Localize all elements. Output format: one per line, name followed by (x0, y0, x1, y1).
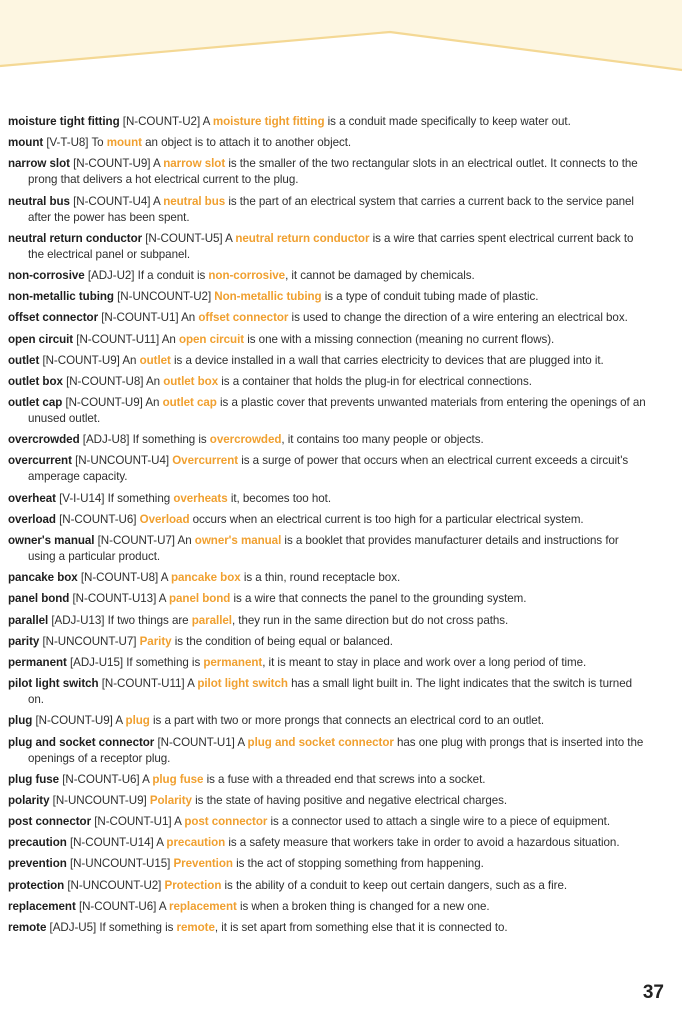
glossary-entry (8, 395, 648, 427)
glossary-entry (8, 353, 648, 369)
entry-highlight: permanent (203, 655, 263, 669)
entry-text-after: is the smaller of the two rectangular slots in an electrical outlet. It connects to the prong that delivers a hot electrical current to the plug. (28, 157, 638, 187)
entry-term: pancake box (8, 571, 78, 585)
glossary-entry (8, 713, 648, 729)
entry-text-after: , it contains too many people or objects. (281, 433, 484, 447)
entry-text-after: , it is set apart from something else that it is connected to. (214, 921, 508, 934)
entry-highlight: outlet box (163, 374, 219, 388)
entry-term: non-corrosive (8, 268, 85, 282)
glossary-entry (8, 533, 648, 565)
glossary-entry (8, 374, 648, 390)
glossary-entry (8, 835, 648, 851)
entry-term: narrow slot (8, 157, 70, 171)
entry-code: [N-COUNT-U1] (101, 311, 179, 325)
entry-text-after: is a device installed in a wall that carries electricity to devices that are plugged into it. (174, 353, 604, 367)
entry-highlight: post connector (184, 815, 268, 829)
entry-code: [N-COUNT-U13] (72, 592, 157, 606)
entry-text-after: is the part of an electrical system that carries a current back to the service panel after the power has been spent. (28, 194, 634, 224)
entry-highlight: open circuit (178, 332, 245, 346)
entry-text-before: A (225, 231, 233, 245)
entry-code: [N-COUNT-U9] (65, 396, 143, 410)
entry-term: replacement (8, 899, 76, 913)
entry-text-after: is used to change the direction of a wire entering an electrical box. (291, 311, 628, 325)
entry-text-after: is the condition of being equal or balanced. (174, 634, 393, 648)
glossary-entry (8, 512, 648, 528)
glossary-entry (8, 570, 648, 586)
entry-highlight: pancake box (170, 571, 241, 585)
entry-text-before: A (158, 899, 166, 913)
glossary-entry (8, 268, 648, 284)
entry-term: plug and socket connector (8, 735, 155, 749)
entry-text-before: A (174, 815, 182, 829)
entry-text-after: , it cannot be damaged by chemicals. (285, 268, 475, 282)
entry-highlight: neutral return conductor (235, 231, 370, 245)
entry-text-after: , they run in the same direction but do not cross paths. (231, 613, 509, 627)
entry-term: offset connector (8, 311, 99, 325)
entry-text-before: An (145, 374, 161, 388)
glossary-entry (8, 432, 648, 448)
entry-code: [ADJ-U13] (51, 613, 105, 627)
entry-term: pilot light switch (8, 677, 99, 691)
entry-term: polarity (8, 793, 50, 807)
entry-term: overcrowded (8, 433, 80, 447)
entry-term: panel bond (8, 592, 70, 606)
entry-text-after: is a container that holds the plug-in for electrical connections. (221, 374, 532, 388)
entry-highlight: non-corrosive (208, 268, 286, 282)
entry-text-after: is the state of having positive and negative electrical charges. (195, 793, 508, 807)
glossary-entry (8, 772, 648, 788)
entry-term: mount (8, 136, 44, 150)
entry-highlight: moisture tight fitting (212, 115, 325, 128)
entry-highlight: Protection (164, 878, 222, 892)
glossary-entry (8, 793, 648, 809)
entry-code: [N-UNCOUNT-U2] (117, 290, 212, 304)
entry-text-before: If a conduit is (137, 268, 206, 282)
entry-term: overload (8, 512, 56, 526)
entry-highlight: precaution (166, 836, 226, 850)
page-number: 37 (642, 982, 664, 1003)
entry-code: [V-T-U8] (46, 136, 89, 150)
entry-term: parity (8, 634, 40, 648)
entry-term: protection (8, 878, 65, 892)
entry-code: [N-UNCOUNT-U15] (69, 857, 171, 871)
entry-term: moisture tight fitting (8, 115, 120, 128)
glossary-entry (8, 156, 648, 188)
entry-highlight: mount (106, 136, 142, 150)
entry-term: overheat (8, 491, 56, 505)
entry-code: [N-COUNT-U1] (157, 735, 235, 749)
entry-highlight: Parity (139, 634, 172, 648)
glossary-entry (8, 735, 648, 767)
glossary-entry (8, 289, 648, 305)
entry-text-before: A (115, 714, 123, 728)
entry-code: [N-COUNT-U8] (80, 571, 159, 585)
entry-code: [N-COUNT-U7] (97, 534, 175, 547)
entry-highlight: panel bond (169, 592, 231, 606)
entry-text-before: A (187, 677, 195, 691)
entry-text-after: is when a broken thing is changed for a new one. (239, 899, 490, 913)
entry-term: parallel (8, 613, 49, 627)
entry-text-after: it, becomes too hot. (230, 491, 331, 505)
entry-code: [N-COUNT-U9] (35, 714, 113, 728)
entry-text-before: An (161, 332, 176, 346)
entry-code: [V-I-U14] (59, 491, 105, 505)
entry-text-before: An (181, 311, 196, 325)
entry-text-after: is a part with two or more prongs that connects an electrical cord to an outlet. (153, 714, 545, 728)
entry-text-after: is a wire that connects the panel to the grounding system. (233, 592, 527, 606)
entry-text-before: A (237, 735, 245, 749)
entry-text-before: A (202, 115, 210, 128)
entry-text-before: A (152, 157, 161, 171)
entry-term: precaution (8, 836, 67, 850)
entry-text-before: A (152, 194, 161, 208)
entry-code: [N-COUNT-U2] (122, 115, 201, 128)
entry-text-after: is a connector used to attach a single wire to a piece of equipment. (270, 815, 610, 829)
entry-highlight: replacement (169, 899, 237, 913)
entry-code: [N-COUNT-U6] (59, 512, 137, 526)
entry-code: [N-COUNT-U6] (78, 899, 157, 913)
entry-highlight: plug (125, 714, 150, 728)
glossary-entry (8, 310, 648, 326)
entry-code: [N-COUNT-U6] (62, 772, 140, 786)
glossary-entry (8, 114, 648, 130)
entry-text-after: occurs when an electrical current is too high for a particular electrical system. (192, 512, 584, 526)
entry-term: plug (8, 714, 33, 728)
entry-highlight: offset connector (198, 311, 289, 325)
entry-text-before: If something is (132, 433, 207, 447)
entry-term: outlet cap (8, 396, 63, 410)
entry-term: open circuit (8, 332, 74, 346)
entry-highlight: parallel (191, 613, 232, 627)
entry-code: [N-UNCOUNT-U7] (42, 634, 137, 648)
glossary-entry (8, 453, 648, 485)
entry-highlight: outlet (139, 353, 171, 367)
glossary-entry (8, 332, 648, 348)
entry-highlight: pilot light switch (197, 677, 288, 691)
entry-text-after: is a conduit made specifically to keep water out. (327, 115, 571, 128)
entry-code: [N-COUNT-U9] (42, 353, 120, 367)
entry-text-before: An (122, 353, 137, 367)
entry-text-before: If something is (99, 921, 174, 934)
entry-code: [N-UNCOUNT-U9] (52, 793, 147, 807)
entry-text-after: is a thin, round receptacle box. (243, 571, 401, 585)
entry-text-after: , it is meant to stay in place and work over a long period of time. (262, 655, 587, 669)
entry-text-before: A (142, 772, 150, 786)
glossary-entry (8, 613, 648, 629)
entry-text-before: A (156, 836, 164, 850)
glossary-entry (8, 491, 648, 507)
entry-text-before: A (158, 592, 166, 606)
glossary-entry (8, 194, 648, 226)
entry-code: [N-COUNT-U11] (101, 677, 185, 691)
entry-highlight: overheats (173, 491, 228, 505)
entry-term: owner's manual (8, 534, 95, 547)
entry-text-before: If something (107, 491, 171, 505)
entry-term: overcurrent (8, 454, 72, 468)
entry-text-after: has a small light built in. The light indicates that the switch is turned on. (28, 677, 633, 707)
entry-term: non-metallic tubing (8, 290, 114, 304)
entry-text-before: An (177, 534, 192, 547)
entry-text-before: A (160, 571, 168, 585)
entry-text-after: is a plastic cover that prevents unwanted materials from entering the openings of an unused outlet. (28, 396, 646, 426)
glossary-entry (8, 814, 648, 830)
glossary-entry (8, 231, 648, 263)
entry-highlight: narrow slot (163, 157, 226, 171)
glossary-entry (8, 856, 648, 872)
entry-highlight: Overcurrent (172, 454, 239, 468)
entry-text-after: an object is to attach it to another object. (145, 136, 352, 150)
glossary-entry (8, 920, 648, 936)
entry-term: neutral return conductor (8, 231, 143, 245)
entry-text-before: To (91, 136, 104, 150)
entry-term: post connector (8, 815, 92, 829)
entry-code: [ADJ-U8] (82, 433, 130, 447)
entry-code: [N-COUNT-U5] (145, 231, 223, 245)
entry-highlight: owner's manual (194, 534, 282, 547)
entry-code: [N-UNCOUNT-U2] (67, 878, 162, 892)
entry-code: [ADJ-U2] (87, 268, 135, 282)
entry-code: [N-COUNT-U11] (76, 332, 160, 346)
entry-term: remote (8, 921, 47, 934)
entry-code: [N-COUNT-U8] (66, 374, 144, 388)
entry-code: [N-COUNT-U9] (73, 157, 151, 171)
entry-text-after: is a fuse with a threaded end that screws into a socket. (206, 772, 486, 786)
glossary-entry (8, 899, 648, 915)
glossary-list (8, 114, 648, 941)
entry-code: [N-UNCOUNT-U4] (75, 454, 170, 468)
entry-term: neutral bus (8, 194, 70, 208)
entry-text-before: An (145, 396, 160, 410)
entry-highlight: neutral bus (163, 194, 226, 208)
entry-highlight: plug fuse (152, 772, 204, 786)
entry-text-after: is one with a missing connection (meaning no current flows). (247, 332, 555, 346)
glossary-entry (8, 676, 648, 708)
entry-text-after: is a safety measure that workers take in order to avoid a hazardous situation. (228, 836, 620, 850)
entry-text-after: has one plug with prongs that is inserted into the openings of a receptor plug. (28, 735, 644, 765)
entry-code: [N-COUNT-U4] (73, 194, 151, 208)
entry-highlight: overcrowded (209, 433, 282, 447)
entry-code: [ADJ-U15] (70, 655, 124, 669)
entry-text-after: is a type of conduit tubing made of plastic. (324, 290, 539, 304)
glossary-entry (8, 634, 648, 650)
entry-term: permanent (8, 655, 67, 669)
entry-text-before: If something is (126, 655, 201, 669)
entry-highlight: outlet cap (162, 396, 217, 410)
glossary-entry (8, 591, 648, 607)
entry-code: [N-COUNT-U1] (94, 815, 172, 829)
entry-highlight: Prevention (173, 857, 233, 871)
entry-term: plug fuse (8, 772, 60, 786)
entry-highlight: Overload (139, 512, 190, 526)
entry-term: prevention (8, 857, 67, 871)
entry-highlight: Polarity (149, 793, 192, 807)
entry-term: outlet (8, 353, 40, 367)
header-decoration (0, 0, 682, 78)
entry-code: [N-COUNT-U14] (69, 836, 154, 850)
entry-text-after: is a booklet that provides manufacturer details and instructions for using a particular product. (28, 534, 619, 563)
entry-text-before: If two things are (107, 613, 189, 627)
entry-term: outlet box (8, 374, 63, 388)
entry-highlight: remote (176, 921, 215, 934)
entry-text-after: is a surge of power that occurs when an electrical current exceeds a circuit's amperage capacity. (28, 454, 629, 484)
glossary-entry (8, 135, 648, 151)
glossary-entry (8, 878, 648, 894)
entry-text-after: is the act of stopping something from happening. (236, 857, 484, 871)
entry-code: [ADJ-U5] (49, 921, 97, 934)
entry-text-after: is the ability of a conduit to keep out certain dangers, such as a fire. (224, 878, 568, 892)
entry-highlight: Non-metallic tubing (214, 290, 322, 304)
glossary-entry (8, 655, 648, 671)
entry-highlight: plug and socket connector (247, 735, 394, 749)
entry-text-after: is a wire that carries spent electrical current back to the electrical panel or subpanel. (28, 231, 634, 261)
